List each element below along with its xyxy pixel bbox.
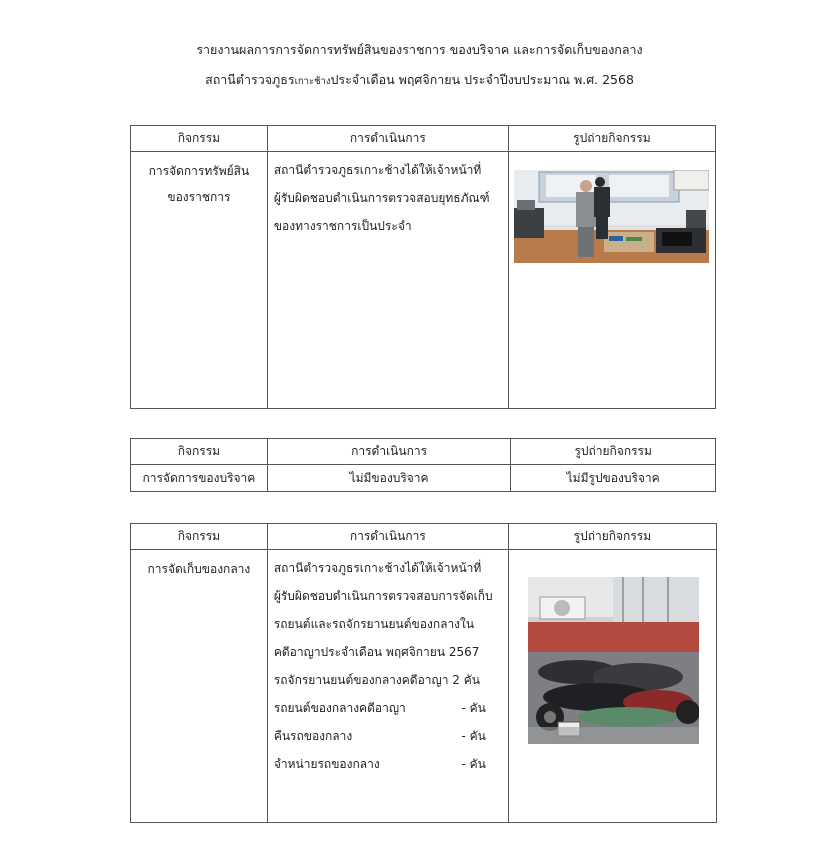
action-line: ของทางราชการเป็นประจำ: [273, 219, 412, 233]
quantity-row-returned: [274, 722, 486, 750]
table-header-row: [131, 524, 717, 550]
header-photo: รูปถ่ายกิจกรรม: [508, 524, 716, 550]
action-line: รถยนต์และรถจักรยานยนต์ของกลางใน: [273, 617, 475, 631]
header-action: การดำเนินการ: [267, 524, 508, 550]
report-period: ประจำเดือน พฤศจิกายน ประจำปีงบประมาณ พ.ศ. 2568: [330, 72, 634, 87]
action-line: ผู้รับผิดชอบดำเนินการตรวจสอบยุทธภัณฑ์: [273, 191, 490, 205]
header-activity: กิจกรรม: [131, 524, 268, 550]
header-action: การดำเนินการ: [267, 126, 508, 152]
photo-cell: ไม่มีรูปของบริจาค: [511, 465, 716, 492]
action-line: คดีอาญาประจำเดือน พฤศจิกายน 2567: [273, 645, 480, 659]
action-cell: ไม่มีของบริจาค: [267, 465, 511, 492]
donation-table: [130, 438, 716, 492]
action-line: สถานีตำรวจภูธรเกาะช้างได้ให้เจ้าหน้าที่: [273, 561, 482, 575]
header-photo: รูปถ่ายกิจกรรม: [508, 126, 715, 152]
report-title-text-1: รายงานผลการการจัดการทรัพย์สินของราชการ ของบริจาค และการจัดเก็บของกลาง: [196, 42, 643, 57]
photo-equipment-inspection-image: [514, 170, 709, 263]
activity-cell: [131, 152, 268, 409]
quantity-label: จำหน่ายรถของกลาง: [273, 757, 380, 771]
quantity-value: - คัน: [461, 701, 486, 715]
station-name: เกาะช้าง: [294, 76, 331, 87]
action-line: ผู้รับผิดชอบดำเนินการตรวจสอบการจัดเก็บ: [273, 589, 493, 603]
table-row: [131, 465, 716, 492]
table-header-row: [131, 439, 716, 465]
government-property-table: [130, 125, 716, 409]
header-activity: กิจกรรม: [131, 126, 268, 152]
quantity-value: - คัน: [461, 757, 486, 771]
table-header-row: [131, 126, 716, 152]
report-title-line-2: [0, 70, 839, 90]
activity-cell: [131, 550, 268, 823]
activity-text-2: ของราชการ: [167, 190, 231, 204]
action-cell: [267, 550, 508, 823]
activity-photo-equipment-inspection: [514, 170, 709, 263]
header-activity: กิจกรรม: [131, 439, 268, 465]
action-line: สถานีตำรวจภูธรเกาะช้างได้ให้เจ้าหน้าที่: [273, 163, 482, 177]
quantity-label: คืนรถของกลาง: [273, 729, 353, 743]
quantity-value: - คัน: [461, 729, 486, 743]
action-line: รถจักรยานยนต์ของกลางคดีอาญา 2 คัน: [273, 673, 480, 687]
quantity-row-cars: [274, 694, 486, 722]
action-cell: [267, 152, 508, 409]
quantity-row-disposed: [274, 750, 486, 778]
activity-photo-impounded-motorcycles: [528, 577, 699, 744]
activity-cell: การจัดการของบริจาค: [131, 465, 268, 492]
header-action: การดำเนินการ: [267, 439, 511, 465]
activity-text-1: การจัดการทรัพย์สิน: [148, 164, 250, 178]
header-photo: รูปถ่ายกิจกรรม: [511, 439, 716, 465]
quantity-label: รถยนต์ของกลางคดีอาญา: [273, 701, 406, 715]
report-title-line-1: [0, 40, 839, 60]
photo-motorcycles-image: [528, 577, 699, 744]
activity-text: การจัดเก็บของกลาง: [147, 562, 251, 576]
station-name-prefix: สถานีตำรวจภูธร: [205, 72, 295, 87]
